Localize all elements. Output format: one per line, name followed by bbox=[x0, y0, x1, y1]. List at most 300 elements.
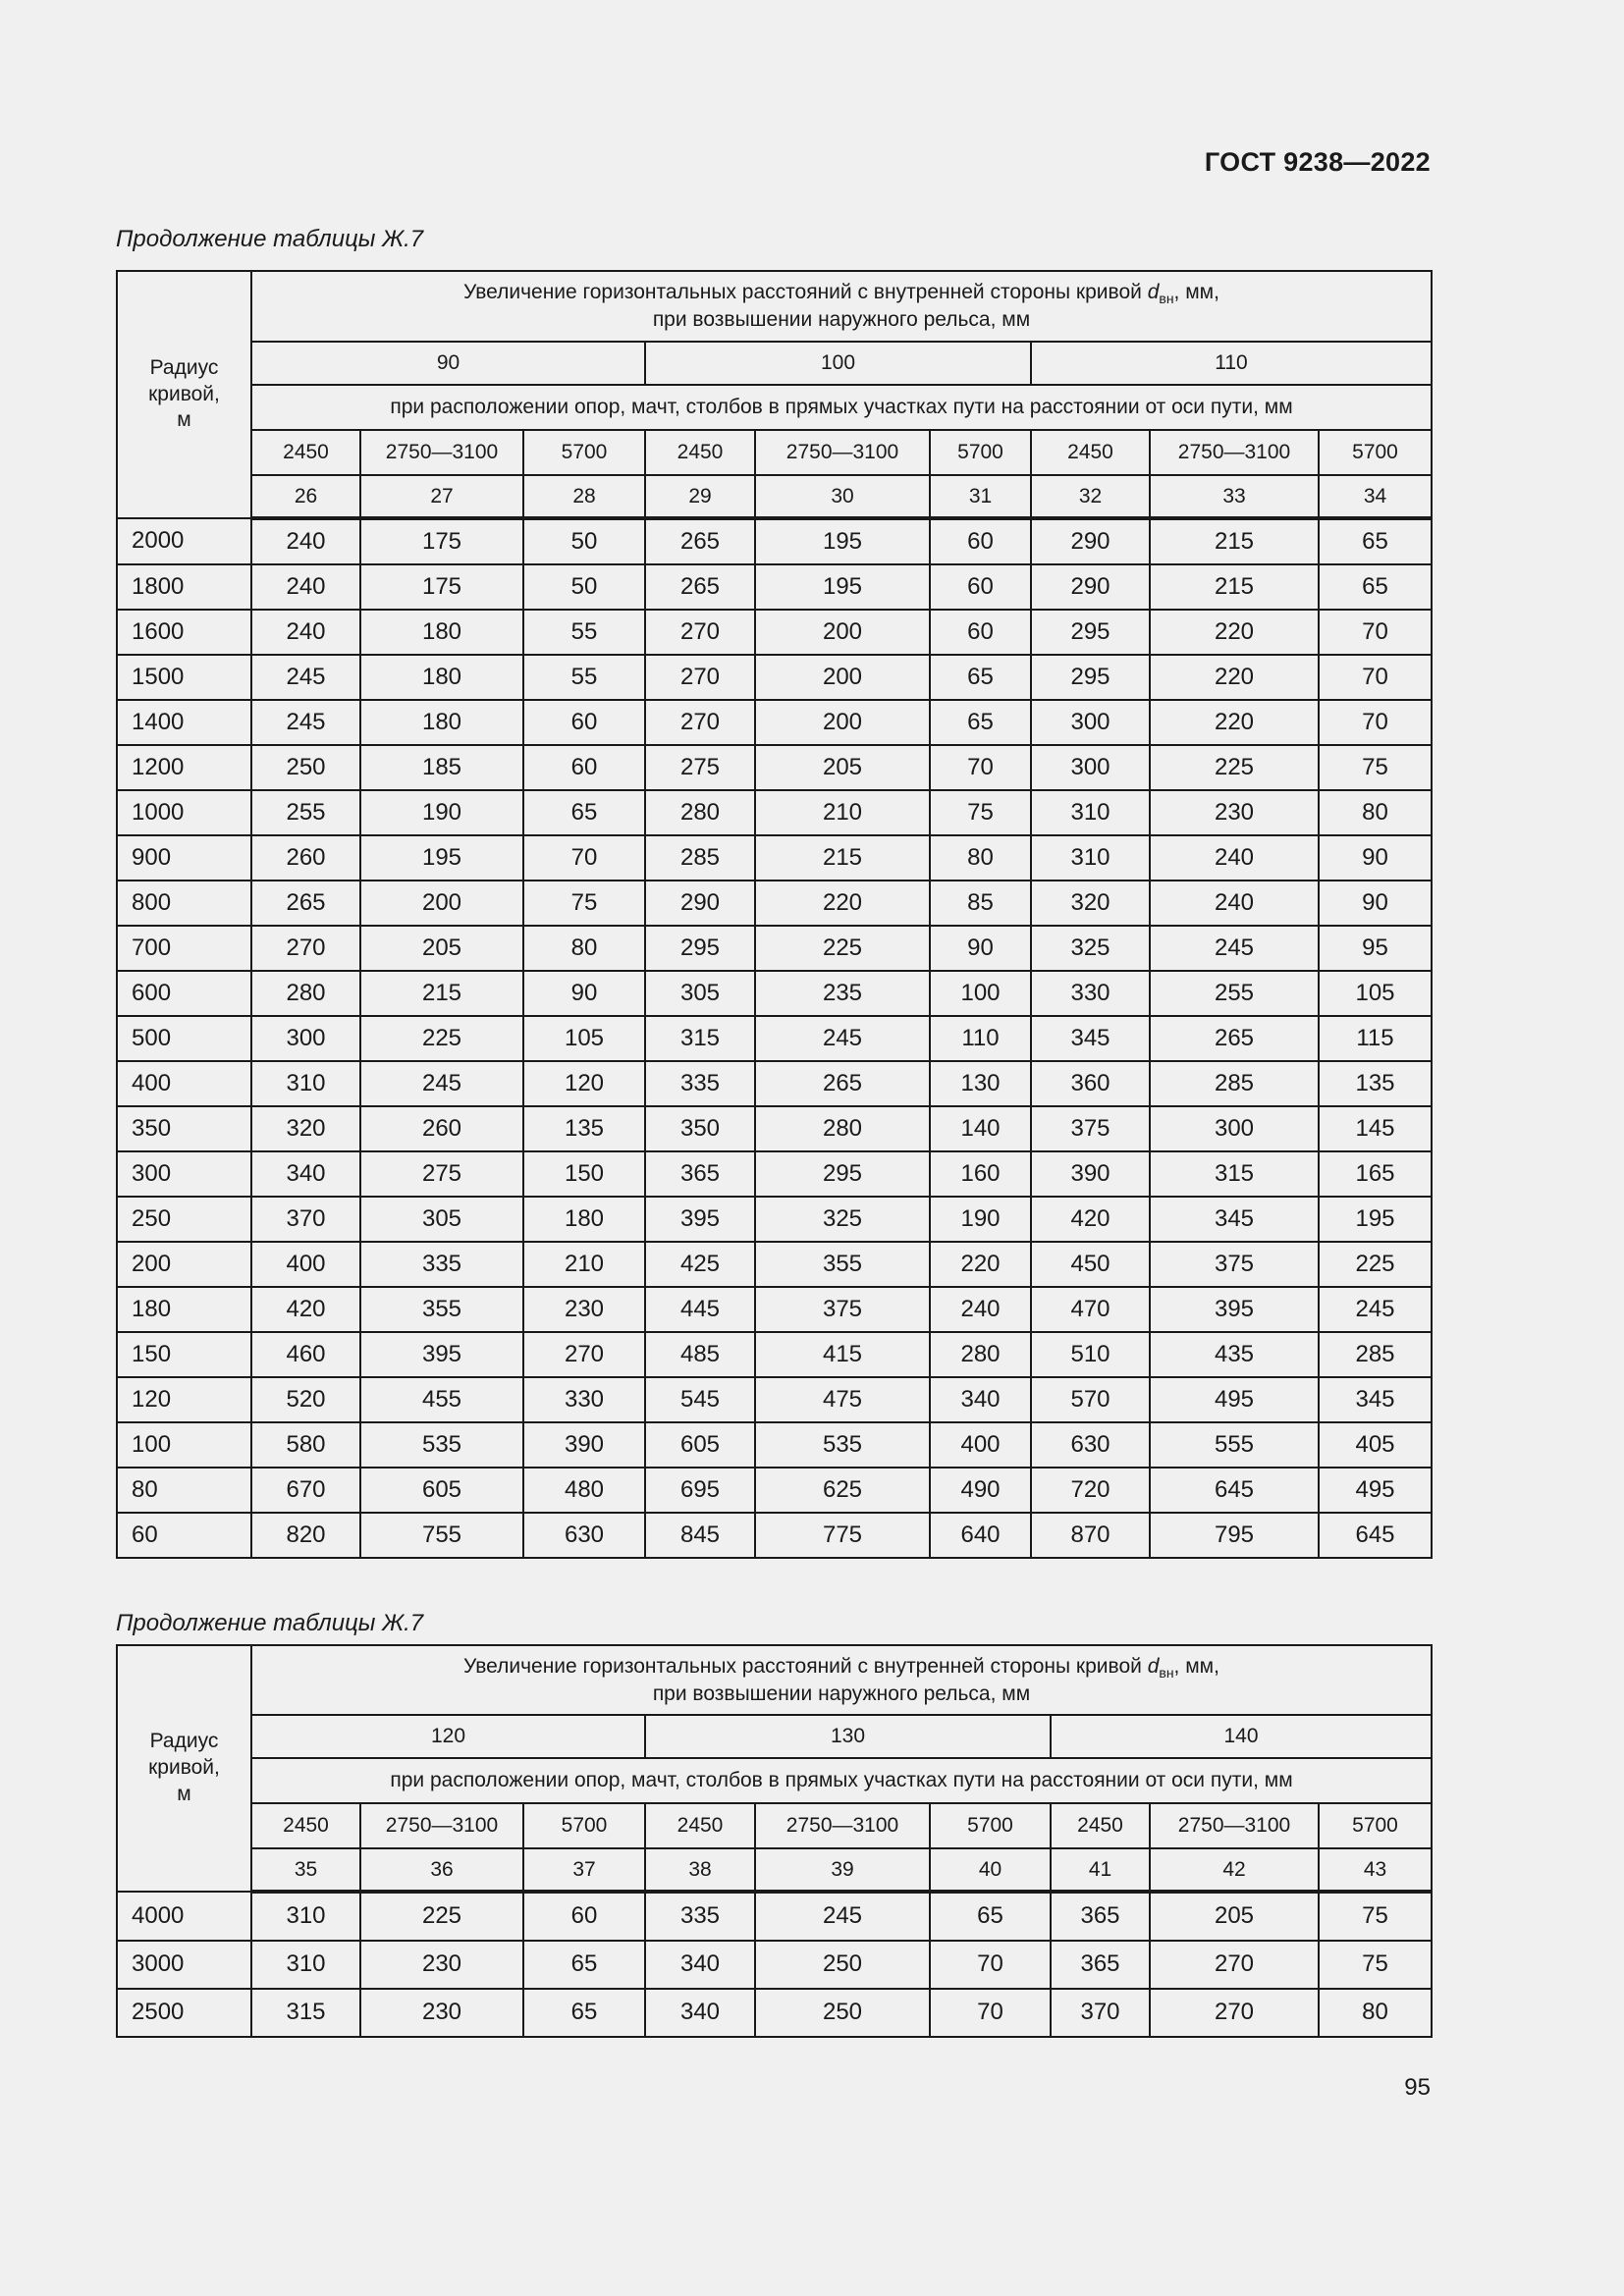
value-cell: 390 bbox=[523, 1422, 645, 1468]
table-row bbox=[117, 1061, 1432, 1106]
value-cell: 395 bbox=[645, 1197, 755, 1242]
table-row bbox=[117, 1106, 1432, 1151]
value-cell: 330 bbox=[523, 1377, 645, 1422]
value-cell: 65 bbox=[1319, 518, 1432, 564]
value-cell: 580 bbox=[251, 1422, 360, 1468]
value-cell: 265 bbox=[645, 564, 755, 610]
value-cell: 165 bbox=[1319, 1151, 1432, 1197]
value-cell: 870 bbox=[1031, 1513, 1150, 1558]
value-cell: 275 bbox=[360, 1151, 523, 1197]
value-cell: 235 bbox=[755, 971, 930, 1016]
value-cell: 475 bbox=[755, 1377, 930, 1422]
elevation-header: 90 bbox=[251, 342, 645, 385]
value-cell: 180 bbox=[360, 610, 523, 655]
distance-header: 2750—3100 bbox=[1150, 430, 1319, 475]
value-cell: 365 bbox=[1051, 1892, 1150, 1941]
value-cell: 215 bbox=[1150, 518, 1319, 564]
column-number: 42 bbox=[1150, 1848, 1319, 1892]
value-cell: 315 bbox=[645, 1016, 755, 1061]
distance-header: 2450 bbox=[1051, 1803, 1150, 1848]
value-cell: 285 bbox=[645, 835, 755, 881]
value-cell: 50 bbox=[523, 564, 645, 610]
table-row bbox=[117, 1468, 1432, 1513]
value-cell: 645 bbox=[1150, 1468, 1319, 1513]
value-cell: 795 bbox=[1150, 1513, 1319, 1558]
value-cell: 140 bbox=[930, 1106, 1031, 1151]
value-cell: 295 bbox=[645, 926, 755, 971]
distance-header: 2750—3100 bbox=[755, 430, 930, 475]
value-cell: 305 bbox=[360, 1197, 523, 1242]
value-cell: 520 bbox=[251, 1377, 360, 1422]
value-cell: 425 bbox=[645, 1242, 755, 1287]
value-cell: 90 bbox=[1319, 835, 1432, 881]
value-cell: 175 bbox=[360, 518, 523, 564]
value-cell: 240 bbox=[251, 610, 360, 655]
value-cell: 320 bbox=[251, 1106, 360, 1151]
table-caption-2: Продолжение таблицы Ж.7 bbox=[116, 1610, 424, 1636]
value-cell: 230 bbox=[360, 1941, 523, 1989]
value-cell: 225 bbox=[360, 1016, 523, 1061]
column-number: 26 bbox=[251, 475, 360, 518]
value-cell: 240 bbox=[251, 518, 360, 564]
value-cell: 270 bbox=[645, 655, 755, 700]
value-cell: 270 bbox=[645, 610, 755, 655]
distance-header: 2450 bbox=[251, 1803, 360, 1848]
value-cell: 625 bbox=[755, 1468, 930, 1513]
value-cell: 180 bbox=[360, 700, 523, 745]
value-cell: 480 bbox=[523, 1468, 645, 1513]
elevation-header: 140 bbox=[1051, 1715, 1432, 1758]
value-cell: 345 bbox=[1319, 1377, 1432, 1422]
value-cell: 60 bbox=[523, 700, 645, 745]
value-cell: 75 bbox=[523, 881, 645, 926]
value-cell: 775 bbox=[755, 1513, 930, 1558]
value-cell: 435 bbox=[1150, 1332, 1319, 1377]
value-cell: 250 bbox=[251, 745, 360, 790]
value-cell: 605 bbox=[360, 1468, 523, 1513]
value-cell: 60 bbox=[930, 518, 1031, 564]
value-cell: 215 bbox=[360, 971, 523, 1016]
location-note: при расположении опор, мачт, столбов в прямых участках пути на расстоянии от оси пути, мм bbox=[251, 1758, 1432, 1803]
radius-cell: 80 bbox=[117, 1468, 251, 1513]
value-cell: 55 bbox=[523, 610, 645, 655]
column-number: 32 bbox=[1031, 475, 1150, 518]
value-cell: 85 bbox=[930, 881, 1031, 926]
radius-cell: 120 bbox=[117, 1377, 251, 1422]
table-row bbox=[117, 700, 1432, 745]
distance-header: 2450 bbox=[251, 430, 360, 475]
value-cell: 360 bbox=[1031, 1061, 1150, 1106]
radius-header: Радиус кривой, м bbox=[117, 1645, 251, 1892]
column-number: 37 bbox=[523, 1848, 645, 1892]
column-number: 34 bbox=[1319, 475, 1432, 518]
value-cell: 260 bbox=[251, 835, 360, 881]
table-row bbox=[117, 1332, 1432, 1377]
value-cell: 270 bbox=[1150, 1989, 1319, 2037]
value-cell: 90 bbox=[523, 971, 645, 1016]
value-cell: 645 bbox=[1319, 1513, 1432, 1558]
value-cell: 300 bbox=[1031, 745, 1150, 790]
value-cell: 220 bbox=[1150, 610, 1319, 655]
value-cell: 250 bbox=[755, 1989, 930, 2037]
value-cell: 460 bbox=[251, 1332, 360, 1377]
table-row bbox=[117, 655, 1432, 700]
elevation-header: 110 bbox=[1031, 342, 1432, 385]
column-number: 38 bbox=[645, 1848, 755, 1892]
value-cell: 355 bbox=[755, 1242, 930, 1287]
value-cell: 420 bbox=[1031, 1197, 1150, 1242]
value-cell: 300 bbox=[1150, 1106, 1319, 1151]
value-cell: 230 bbox=[360, 1989, 523, 2037]
distance-header: 5700 bbox=[1319, 1803, 1432, 1848]
value-cell: 75 bbox=[1319, 1941, 1432, 1989]
value-cell: 340 bbox=[251, 1151, 360, 1197]
value-cell: 245 bbox=[1150, 926, 1319, 971]
table-row bbox=[117, 835, 1432, 881]
value-cell: 205 bbox=[1150, 1892, 1319, 1941]
table-row bbox=[117, 1941, 1432, 1989]
value-cell: 215 bbox=[1150, 564, 1319, 610]
value-cell: 65 bbox=[523, 790, 645, 835]
value-cell: 225 bbox=[755, 926, 930, 971]
value-cell: 605 bbox=[645, 1422, 755, 1468]
table-row bbox=[117, 610, 1432, 655]
value-cell: 495 bbox=[1150, 1377, 1319, 1422]
table-2 bbox=[116, 1644, 1433, 2038]
radius-cell: 3000 bbox=[117, 1941, 251, 1989]
value-cell: 270 bbox=[645, 700, 755, 745]
value-cell: 75 bbox=[1319, 1892, 1432, 1941]
value-cell: 200 bbox=[755, 655, 930, 700]
distance-header: 2450 bbox=[645, 430, 755, 475]
value-cell: 245 bbox=[1319, 1287, 1432, 1332]
value-cell: 555 bbox=[1150, 1422, 1319, 1468]
radius-cell: 300 bbox=[117, 1151, 251, 1197]
column-number: 30 bbox=[755, 475, 930, 518]
value-cell: 365 bbox=[645, 1151, 755, 1197]
column-number: 28 bbox=[523, 475, 645, 518]
value-cell: 395 bbox=[360, 1332, 523, 1377]
value-cell: 350 bbox=[645, 1106, 755, 1151]
value-cell: 70 bbox=[930, 1989, 1051, 2037]
radius-cell: 900 bbox=[117, 835, 251, 881]
value-cell: 280 bbox=[645, 790, 755, 835]
value-cell: 370 bbox=[1051, 1989, 1150, 2037]
value-cell: 315 bbox=[1150, 1151, 1319, 1197]
value-cell: 455 bbox=[360, 1377, 523, 1422]
value-cell: 240 bbox=[1150, 881, 1319, 926]
value-cell: 330 bbox=[1031, 971, 1150, 1016]
value-cell: 485 bbox=[645, 1332, 755, 1377]
table-caption-1: Продолжение таблицы Ж.7 bbox=[116, 226, 424, 252]
table-row bbox=[117, 926, 1432, 971]
radius-cell: 1400 bbox=[117, 700, 251, 745]
distance-header: 2750—3100 bbox=[1150, 1803, 1319, 1848]
value-cell: 290 bbox=[645, 881, 755, 926]
value-cell: 70 bbox=[1319, 700, 1432, 745]
value-cell: 110 bbox=[930, 1016, 1031, 1061]
value-cell: 450 bbox=[1031, 1242, 1150, 1287]
value-cell: 445 bbox=[645, 1287, 755, 1332]
value-cell: 285 bbox=[1319, 1332, 1432, 1377]
column-number: 41 bbox=[1051, 1848, 1150, 1892]
radius-cell: 700 bbox=[117, 926, 251, 971]
value-cell: 255 bbox=[1150, 971, 1319, 1016]
value-cell: 310 bbox=[251, 1941, 360, 1989]
radius-cell: 500 bbox=[117, 1016, 251, 1061]
value-cell: 220 bbox=[1150, 700, 1319, 745]
value-cell: 65 bbox=[930, 1892, 1051, 1941]
column-number: 40 bbox=[930, 1848, 1051, 1892]
value-cell: 285 bbox=[1150, 1061, 1319, 1106]
value-cell: 310 bbox=[1031, 790, 1150, 835]
value-cell: 400 bbox=[251, 1242, 360, 1287]
radius-cell: 1000 bbox=[117, 790, 251, 835]
value-cell: 195 bbox=[1319, 1197, 1432, 1242]
value-cell: 340 bbox=[645, 1941, 755, 1989]
radius-cell: 1600 bbox=[117, 610, 251, 655]
value-cell: 845 bbox=[645, 1513, 755, 1558]
value-cell: 65 bbox=[523, 1989, 645, 2037]
value-cell: 265 bbox=[1150, 1016, 1319, 1061]
value-cell: 245 bbox=[755, 1892, 930, 1941]
value-cell: 335 bbox=[360, 1242, 523, 1287]
value-cell: 195 bbox=[755, 518, 930, 564]
value-cell: 90 bbox=[1319, 881, 1432, 926]
value-cell: 230 bbox=[523, 1287, 645, 1332]
value-cell: 245 bbox=[755, 1016, 930, 1061]
value-cell: 495 bbox=[1319, 1468, 1432, 1513]
value-cell: 265 bbox=[755, 1061, 930, 1106]
value-cell: 200 bbox=[755, 700, 930, 745]
value-cell: 240 bbox=[930, 1287, 1031, 1332]
table-row bbox=[117, 1422, 1432, 1468]
value-cell: 70 bbox=[523, 835, 645, 881]
value-cell: 310 bbox=[251, 1892, 360, 1941]
value-cell: 280 bbox=[251, 971, 360, 1016]
distance-header: 5700 bbox=[930, 430, 1031, 475]
table-row bbox=[117, 790, 1432, 835]
value-cell: 205 bbox=[360, 926, 523, 971]
value-cell: 295 bbox=[1031, 610, 1150, 655]
value-cell: 80 bbox=[930, 835, 1031, 881]
value-cell: 310 bbox=[251, 1061, 360, 1106]
value-cell: 60 bbox=[930, 610, 1031, 655]
value-cell: 355 bbox=[360, 1287, 523, 1332]
value-cell: 200 bbox=[360, 881, 523, 926]
value-cell: 395 bbox=[1150, 1287, 1319, 1332]
value-cell: 210 bbox=[523, 1242, 645, 1287]
elevation-header: 100 bbox=[645, 342, 1031, 385]
value-cell: 695 bbox=[645, 1468, 755, 1513]
distance-header: 5700 bbox=[1319, 430, 1432, 475]
value-cell: 75 bbox=[930, 790, 1031, 835]
distance-header: 5700 bbox=[523, 430, 645, 475]
value-cell: 670 bbox=[251, 1468, 360, 1513]
radius-cell: 800 bbox=[117, 881, 251, 926]
value-cell: 105 bbox=[1319, 971, 1432, 1016]
value-cell: 545 bbox=[645, 1377, 755, 1422]
table-row bbox=[117, 1377, 1432, 1422]
value-cell: 335 bbox=[645, 1892, 755, 1941]
value-cell: 375 bbox=[1031, 1106, 1150, 1151]
value-cell: 245 bbox=[251, 655, 360, 700]
value-cell: 275 bbox=[645, 745, 755, 790]
distance-header: 2450 bbox=[1031, 430, 1150, 475]
value-cell: 145 bbox=[1319, 1106, 1432, 1151]
value-cell: 570 bbox=[1031, 1377, 1150, 1422]
value-cell: 470 bbox=[1031, 1287, 1150, 1332]
table-row bbox=[117, 1892, 1432, 1941]
value-cell: 50 bbox=[523, 518, 645, 564]
value-cell: 65 bbox=[523, 1941, 645, 1989]
value-cell: 180 bbox=[523, 1197, 645, 1242]
value-cell: 820 bbox=[251, 1513, 360, 1558]
value-cell: 115 bbox=[1319, 1016, 1432, 1061]
value-cell: 80 bbox=[1319, 1989, 1432, 2037]
value-cell: 250 bbox=[755, 1941, 930, 1989]
value-cell: 390 bbox=[1031, 1151, 1150, 1197]
value-cell: 220 bbox=[1150, 655, 1319, 700]
value-cell: 55 bbox=[523, 655, 645, 700]
value-cell: 120 bbox=[523, 1061, 645, 1106]
distance-header: 5700 bbox=[930, 1803, 1051, 1848]
value-cell: 150 bbox=[523, 1151, 645, 1197]
value-cell: 325 bbox=[1031, 926, 1150, 971]
value-cell: 135 bbox=[1319, 1061, 1432, 1106]
value-cell: 420 bbox=[251, 1287, 360, 1332]
value-cell: 180 bbox=[360, 655, 523, 700]
value-cell: 225 bbox=[360, 1892, 523, 1941]
location-note: при расположении опор, мачт, столбов в прямых участках пути на расстоянии от оси пути, мм bbox=[251, 385, 1432, 430]
value-cell: 215 bbox=[755, 835, 930, 881]
value-cell: 70 bbox=[1319, 655, 1432, 700]
main-header: Увеличение горизонтальных расстояний с внутренней стороны кривой $d_{вн}$, мм, при возвышении наружного рельса, мм bbox=[251, 1645, 1432, 1715]
radius-cell: 400 bbox=[117, 1061, 251, 1106]
radius-cell: 100 bbox=[117, 1422, 251, 1468]
value-cell: 245 bbox=[251, 700, 360, 745]
value-cell: 225 bbox=[1150, 745, 1319, 790]
value-cell: 535 bbox=[360, 1422, 523, 1468]
distance-header: 2750—3100 bbox=[755, 1803, 930, 1848]
radius-cell: 200 bbox=[117, 1242, 251, 1287]
distance-header: 2450 bbox=[645, 1803, 755, 1848]
value-cell: 65 bbox=[930, 700, 1031, 745]
value-cell: 490 bbox=[930, 1468, 1031, 1513]
radius-cell: 1800 bbox=[117, 564, 251, 610]
value-cell: 640 bbox=[930, 1513, 1031, 1558]
value-cell: 260 bbox=[360, 1106, 523, 1151]
value-cell: 755 bbox=[360, 1513, 523, 1558]
column-number: 36 bbox=[360, 1848, 523, 1892]
value-cell: 535 bbox=[755, 1422, 930, 1468]
value-cell: 295 bbox=[1031, 655, 1150, 700]
value-cell: 325 bbox=[755, 1197, 930, 1242]
radius-cell: 150 bbox=[117, 1332, 251, 1377]
table-row bbox=[117, 745, 1432, 790]
radius-cell: 2000 bbox=[117, 518, 251, 564]
value-cell: 195 bbox=[360, 835, 523, 881]
value-cell: 70 bbox=[930, 1941, 1051, 1989]
radius-header: Радиус кривой, м bbox=[117, 271, 251, 518]
value-cell: 345 bbox=[1150, 1197, 1319, 1242]
distance-header: 2750—3100 bbox=[360, 1803, 523, 1848]
value-cell: 310 bbox=[1031, 835, 1150, 881]
table-row bbox=[117, 1151, 1432, 1197]
value-cell: 340 bbox=[930, 1377, 1031, 1422]
value-cell: 65 bbox=[930, 655, 1031, 700]
value-cell: 290 bbox=[1031, 564, 1150, 610]
value-cell: 185 bbox=[360, 745, 523, 790]
value-cell: 265 bbox=[251, 881, 360, 926]
value-cell: 365 bbox=[1051, 1941, 1150, 1989]
value-cell: 195 bbox=[755, 564, 930, 610]
value-cell: 270 bbox=[523, 1332, 645, 1377]
value-cell: 320 bbox=[1031, 881, 1150, 926]
radius-cell: 600 bbox=[117, 971, 251, 1016]
value-cell: 65 bbox=[1319, 564, 1432, 610]
value-cell: 90 bbox=[930, 926, 1031, 971]
column-number: 35 bbox=[251, 1848, 360, 1892]
value-cell: 345 bbox=[1031, 1016, 1150, 1061]
value-cell: 240 bbox=[251, 564, 360, 610]
value-cell: 175 bbox=[360, 564, 523, 610]
value-cell: 630 bbox=[1031, 1422, 1150, 1468]
radius-cell: 1500 bbox=[117, 655, 251, 700]
radius-cell: 2500 bbox=[117, 1989, 251, 2037]
radius-cell: 4000 bbox=[117, 1892, 251, 1941]
column-number: 31 bbox=[930, 475, 1031, 518]
value-cell: 315 bbox=[251, 1989, 360, 2037]
table-1 bbox=[116, 270, 1433, 1559]
main-header: Увеличение горизонтальных расстояний с внутренней стороны кривой $d_{вн}$, мм, при возвышении наружного рельса, мм bbox=[251, 271, 1432, 342]
value-cell: 60 bbox=[523, 745, 645, 790]
value-cell: 720 bbox=[1031, 1468, 1150, 1513]
value-cell: 105 bbox=[523, 1016, 645, 1061]
value-cell: 190 bbox=[360, 790, 523, 835]
value-cell: 190 bbox=[930, 1197, 1031, 1242]
value-cell: 220 bbox=[755, 881, 930, 926]
value-cell: 135 bbox=[523, 1106, 645, 1151]
value-cell: 295 bbox=[755, 1151, 930, 1197]
value-cell: 80 bbox=[523, 926, 645, 971]
value-cell: 60 bbox=[523, 1892, 645, 1941]
table-row bbox=[117, 1016, 1432, 1061]
radius-cell: 1200 bbox=[117, 745, 251, 790]
value-cell: 300 bbox=[251, 1016, 360, 1061]
value-cell: 230 bbox=[1150, 790, 1319, 835]
value-cell: 370 bbox=[251, 1197, 360, 1242]
value-cell: 375 bbox=[1150, 1242, 1319, 1287]
value-cell: 630 bbox=[523, 1513, 645, 1558]
column-number: 29 bbox=[645, 475, 755, 518]
value-cell: 100 bbox=[930, 971, 1031, 1016]
column-number: 43 bbox=[1319, 1848, 1432, 1892]
column-number: 39 bbox=[755, 1848, 930, 1892]
value-cell: 270 bbox=[1150, 1941, 1319, 1989]
distance-header: 2750—3100 bbox=[360, 430, 523, 475]
value-cell: 205 bbox=[755, 745, 930, 790]
value-cell: 220 bbox=[930, 1242, 1031, 1287]
value-cell: 280 bbox=[755, 1106, 930, 1151]
elevation-header: 120 bbox=[251, 1715, 645, 1758]
table-row bbox=[117, 564, 1432, 610]
value-cell: 80 bbox=[1319, 790, 1432, 835]
radius-cell: 350 bbox=[117, 1106, 251, 1151]
radius-cell: 180 bbox=[117, 1287, 251, 1332]
value-cell: 95 bbox=[1319, 926, 1432, 971]
table-row bbox=[117, 1513, 1432, 1558]
